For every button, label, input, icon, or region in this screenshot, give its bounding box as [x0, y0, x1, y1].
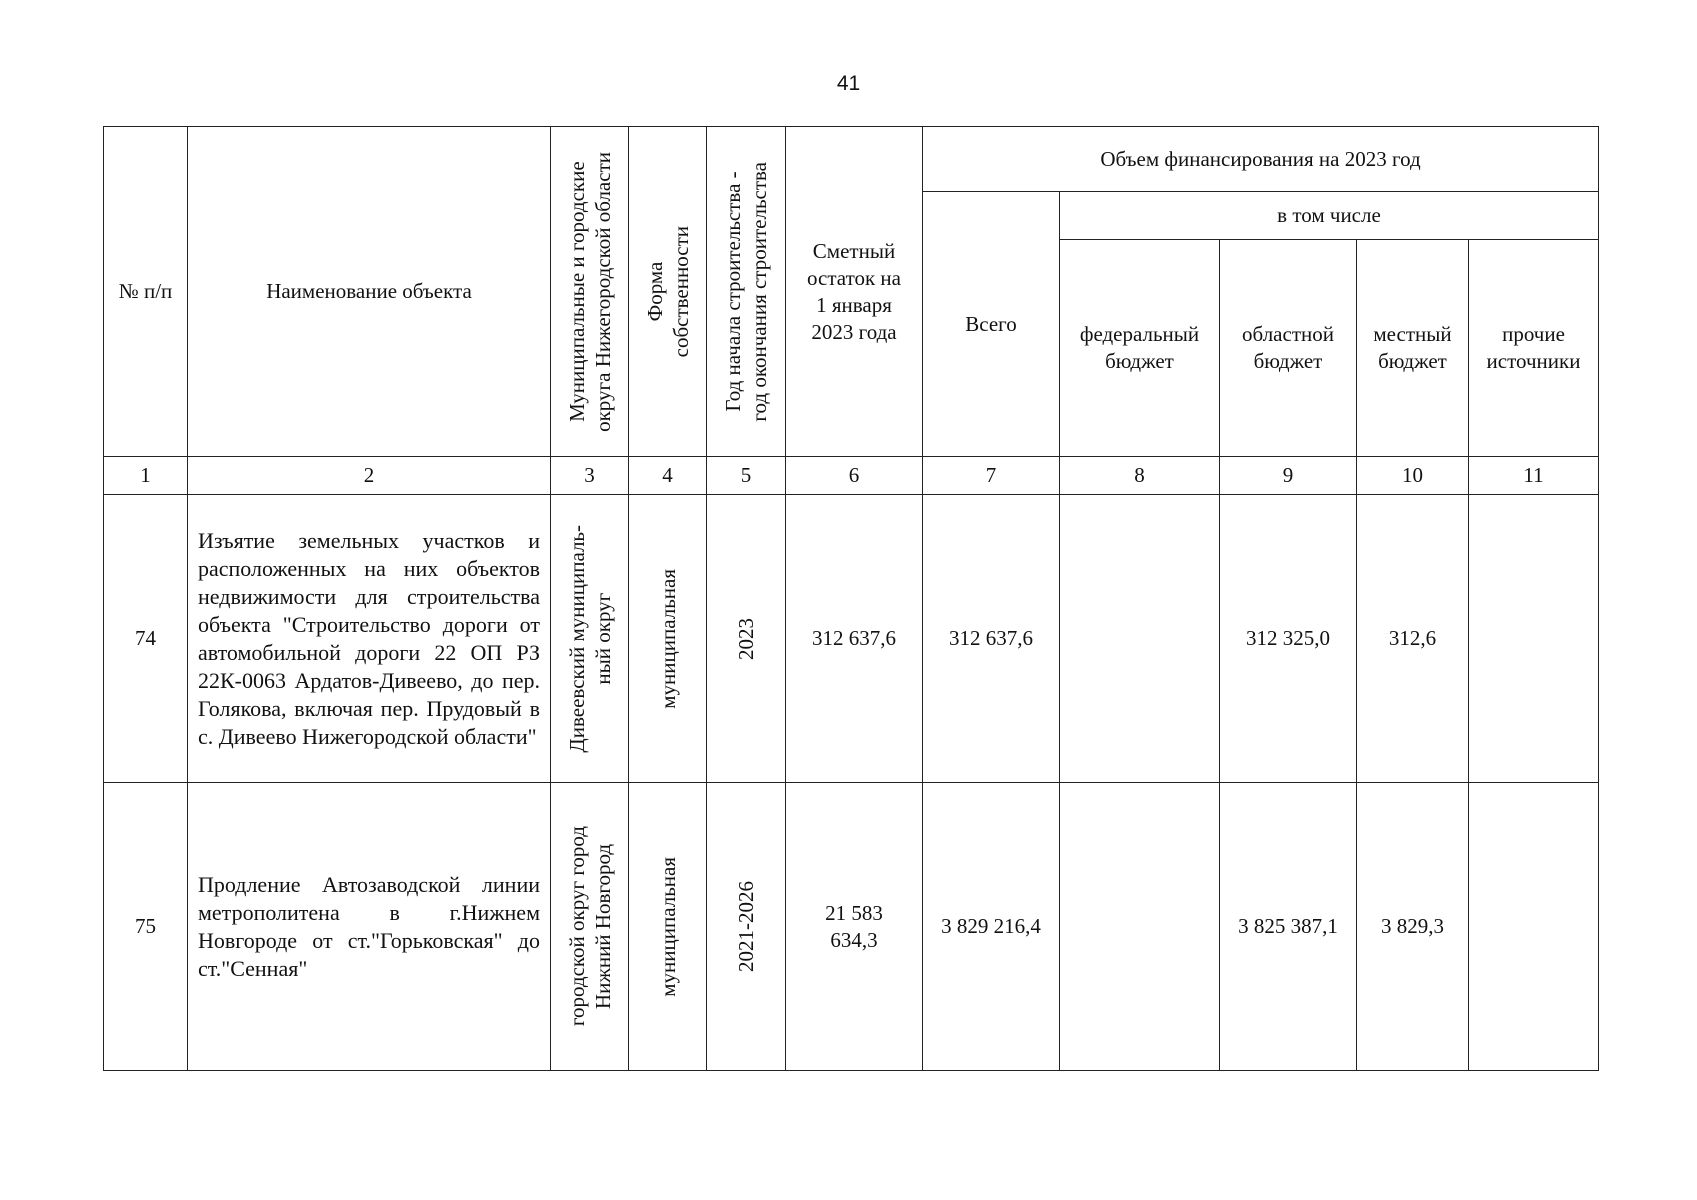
table-row	[104, 783, 1599, 1071]
header-total: Всего	[923, 192, 1060, 457]
header-num: № п/п	[104, 127, 188, 457]
header-estimate: Сметный остаток на 1 января 2023 года	[786, 127, 923, 457]
table-row	[104, 495, 1599, 783]
row-other	[1469, 783, 1599, 1071]
row-years: 2021-2026	[707, 783, 786, 1071]
row-ownership: муниципальная	[629, 495, 707, 783]
row-regional: 3 825 387,1	[1220, 783, 1357, 1071]
column-number: 1	[104, 457, 188, 495]
row-local: 312,6	[1357, 495, 1469, 783]
row-name: Продление Автозаводской линии метрополитена в г.Нижнем Новгороде от ст."Горьковская" до ст."Сенная"	[188, 783, 551, 1071]
row-regional: 312 325,0	[1220, 495, 1357, 783]
header-including: в том числе	[1060, 192, 1599, 240]
row-estimate: 312 637,6	[786, 495, 923, 783]
row-federal	[1060, 495, 1220, 783]
header-municipality: Муниципальные и городские округа Нижегородской области	[551, 127, 629, 457]
header-name: Наименование объекта	[188, 127, 551, 457]
row-total: 3 829 216,4	[923, 783, 1060, 1071]
row-num: 75	[104, 783, 188, 1071]
row-local: 3 829,3	[1357, 783, 1469, 1071]
row-other	[1469, 495, 1599, 783]
column-number: 6	[786, 457, 923, 495]
row-years: 2023	[707, 495, 786, 783]
row-municipality: Дивеевский муниципаль- ный округ	[551, 495, 629, 783]
row-ownership: муниципальная	[629, 783, 707, 1071]
column-number: 8	[1060, 457, 1220, 495]
header-federal: федеральный бюджет	[1060, 240, 1220, 457]
financing-table	[103, 126, 1599, 1071]
column-number: 10	[1357, 457, 1469, 495]
row-estimate: 21 583 634,3	[786, 783, 923, 1071]
column-number: 9	[1220, 457, 1357, 495]
row-federal	[1060, 783, 1220, 1071]
row-municipality: городской округ город Нижний Новгород	[551, 783, 629, 1071]
column-number: 5	[707, 457, 786, 495]
column-number: 11	[1469, 457, 1599, 495]
page-number: 41	[836, 72, 861, 95]
header-other: прочие источники	[1469, 240, 1599, 457]
column-number: 2	[188, 457, 551, 495]
row-num: 74	[104, 495, 188, 783]
header-funding-group: Объем финансирования на 2023 год	[923, 127, 1599, 192]
row-total: 312 637,6	[923, 495, 1060, 783]
header-local: местный бюджет	[1357, 240, 1469, 457]
column-number: 3	[551, 457, 629, 495]
header-regional: областной бюджет	[1220, 240, 1357, 457]
header-years: Год начала строительства - год окончания строительства	[707, 127, 786, 457]
column-number-row	[104, 457, 1599, 495]
column-number: 4	[629, 457, 707, 495]
row-name: Изъятие земельных участков и расположенных на них объектов недвижимости для строительства объекта "Строительство дороги от автомобильной дороги 22 ОП РЗ 22К-0063 Ардатов-Дивеево, до пер. Голякова, включая пер. Прудовый в с. Дивеево Нижегородской области"	[188, 495, 551, 783]
column-number: 7	[923, 457, 1060, 495]
header-ownership: Форма собственности	[629, 127, 707, 457]
